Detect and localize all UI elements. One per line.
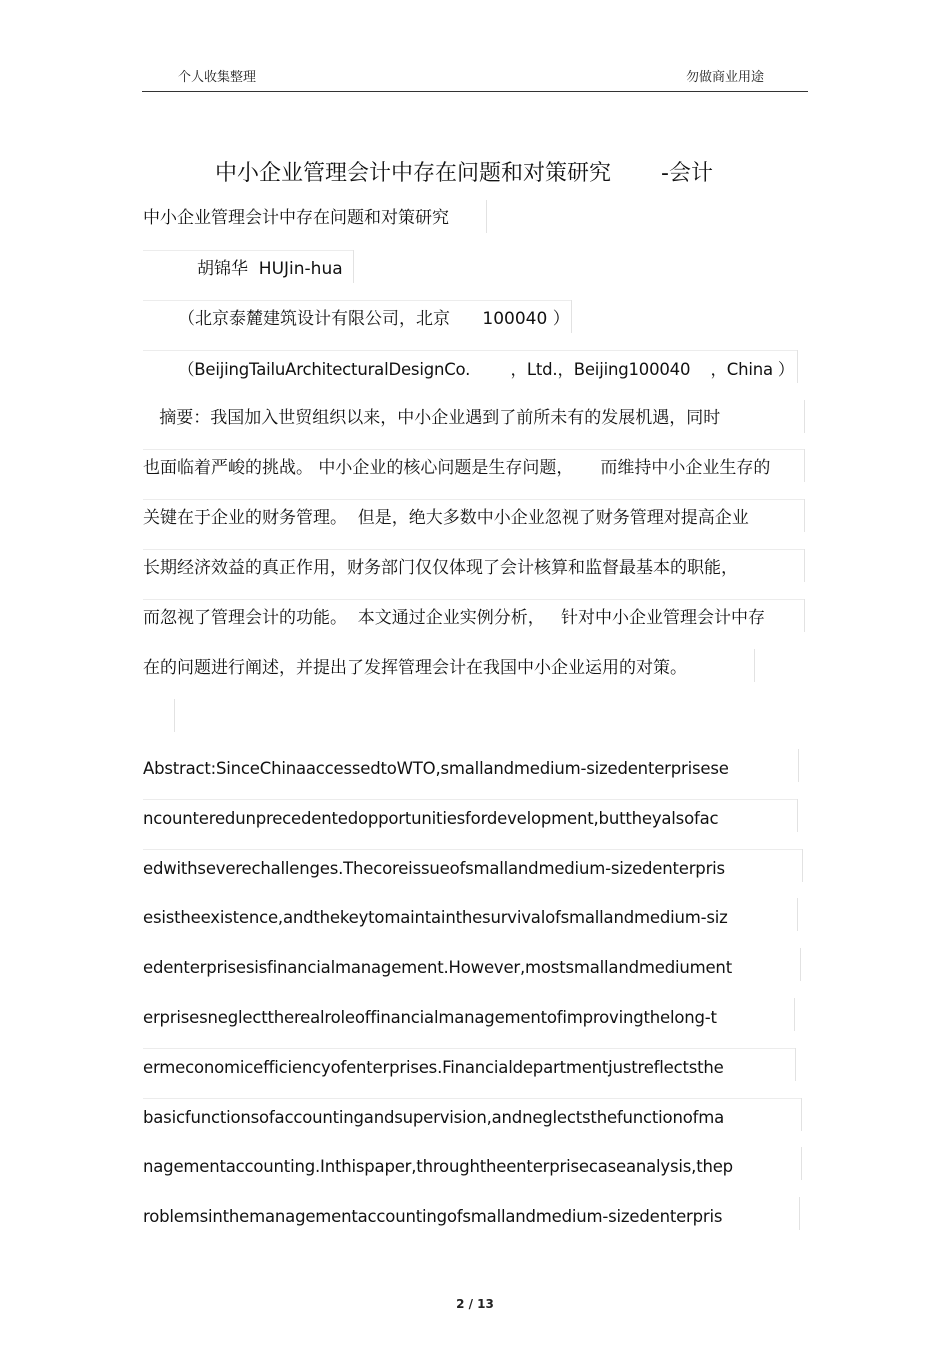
abstract-en-box-top [143, 1098, 801, 1099]
abstract-en-box-edge [794, 998, 795, 1031]
abstract-cn-box-top [143, 499, 804, 500]
abstract-cn-line: 摘要：我国加入世贸组织以来，中小企业遇到了前所未有的发展机遇，同时 [143, 408, 721, 428]
abstract-en-box-top [143, 849, 802, 850]
header-left-text: 个人收集整理 [178, 70, 257, 85]
author-box-top [143, 250, 354, 251]
abstract-en-box-edge [802, 849, 803, 882]
abstract-en-line: Abstract:SinceChinaaccessedtoWTO,smallandmedium-sizedenterprisese [143, 759, 729, 778]
affiliation-cn-box-edge [571, 300, 572, 333]
page-title [215, 156, 713, 187]
abstract-en-line: nagementaccounting.Inthispaper,throughtheenterprisecaseanalysis,thep [143, 1157, 733, 1176]
author: 胡锦华 HUJin-hua [197, 259, 343, 279]
abstract-en-box-top [143, 799, 797, 800]
abstract-cn-box-edge [804, 549, 805, 582]
abstract-en-box-edge [801, 1147, 802, 1180]
abstract-cn-box-edge [804, 400, 805, 433]
abstract-cn-line: 关键在于企业的财务管理。 但是，绝大多数中小企业忽视了财务管理对提高企业 [143, 508, 749, 528]
affiliation-cn: （北京泰麓建筑设计有限公司，北京 100040 ） [178, 309, 570, 329]
affiliation-en: （BeijingTailuArchitecturalDesignCo. ，Ltd.，Beijing100040 ，China ） [178, 360, 795, 379]
author-box-edge [353, 250, 354, 283]
abstract-en-box-edge [797, 799, 798, 832]
header-rule [142, 91, 808, 92]
abstract-en-box-edge [800, 948, 801, 981]
empty-paragraph-edge [174, 699, 175, 732]
abstract-cn-box-edge [804, 599, 805, 632]
abstract-en-line: edenterprisesisfinancialmanagement.However,mostsmallandmediument [143, 958, 732, 977]
abstract-cn-line: 而忽视了管理会计的功能。 本文通过企业实例分析， 针对中小企业管理会计中存 [143, 608, 766, 628]
page-title-suffix: -会计 [661, 161, 713, 186]
abstract-en-box-edge [799, 1197, 800, 1230]
abstract-en-box-top [143, 1048, 795, 1049]
abstract-en-box-edge [795, 1048, 796, 1081]
abstract-en-line: roblemsinthemanagementaccountingofsmallandmedium-sizedenterpris [143, 1207, 723, 1226]
abstract-en-line: ncounteredunprecedentedopportunitiesfordevelopment,buttheyalsofac [143, 809, 719, 828]
abstract-cn-box-edge [754, 649, 755, 682]
affiliation-en-box-top [143, 350, 797, 351]
abstract-en-box-edge [798, 749, 799, 782]
abstract-en-line: erprisesneglecttherealroleoffinancialmanagementofimprovingthelong-t [143, 1008, 717, 1027]
abstract-en-line: edwithseverechallenges.Thecoreissueofsmallandmedium-sizedenterpris [143, 859, 725, 878]
page-number: 2 / 13 [456, 1297, 494, 1311]
abstract-cn-line: 长期经济效益的真正作用，财务部门仅仅体现了会计核算和监督最基本的职能， [143, 558, 738, 578]
abstract-cn-line: 也面临着严峻的挑战。 中小企业的核心问题是生存问题， 而维持中小企业生存的 [143, 458, 771, 478]
subtitle-box-edge [486, 200, 487, 233]
page-title-main: 中小企业管理会计中存在问题和对策研究 [215, 161, 612, 186]
abstract-en-line: esistheexistence,andthekeytomaintainthesurvivalofsmallandmedium-siz [143, 908, 728, 927]
abstract-cn-box-top [143, 549, 804, 550]
abstract-cn-line: 在的问题进行阐述，并提出了发挥管理会计在我国中小企业运用的对策。 [143, 658, 687, 678]
abstract-cn-box-edge [804, 499, 805, 532]
abstract-cn-box-edge [804, 449, 805, 482]
affiliation-cn-box-top [143, 300, 571, 301]
abstract-cn-box-top [143, 449, 804, 450]
abstract-en-box-edge [797, 898, 798, 931]
abstract-en-line: ermeconomicefficiencyofenterprises.Financialdepartmentjustreflectsthe [143, 1058, 724, 1077]
abstract-en-box-edge [801, 1098, 802, 1131]
header-right-text: 勿做商业用途 [686, 70, 765, 85]
abstract-en-line: basicfunctionsofaccountingandsupervision,andneglectsthefunctionofma [143, 1108, 724, 1127]
affiliation-en-box-edge [797, 350, 798, 383]
abstract-cn-box-top [143, 599, 804, 600]
subtitle: 中小企业管理会计中存在问题和对策研究 [143, 208, 449, 228]
